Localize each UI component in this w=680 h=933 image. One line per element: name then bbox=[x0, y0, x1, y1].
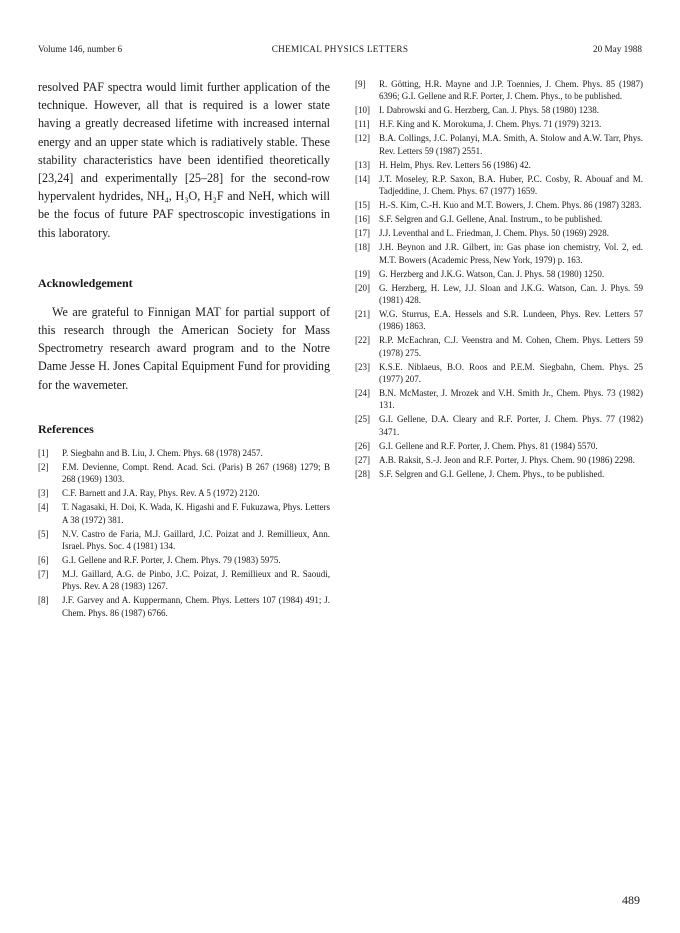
body-paragraph: resolved PAF spectra would limit further application of the technique. However, all that is required is a lower state having a greatly decreased lifetime with increased internal energy and an upper state which is radiatively stable. These stability characteristics have been identified theoretically [23,24] and experimentally [25–28] for the second-row hypervalent hydrides, NH₄, H₃O, H₂F and NeH, which will be the focus of future PAF spectroscopic investigations in this laboratory. bbox=[38, 80, 330, 240]
reference-text: G.I. Gellene, D.A. Cleary and R.F. Porter, J. Chem. Phys. 77 (1982) 3471. bbox=[379, 414, 643, 437]
reference-number: [25] bbox=[355, 414, 370, 425]
reference-number: [10] bbox=[355, 105, 370, 116]
reference-text: R.P. McEachran, C.J. Veenstra and M. Cohen, Chem. Phys. Letters 59 (1978) 275. bbox=[379, 335, 643, 358]
reference-item bbox=[355, 159, 643, 171]
reference-text: C.F. Barnett and J.A. Ray, Phys. Rev. A 5 (1972) 2120. bbox=[62, 488, 260, 499]
reference-item bbox=[355, 387, 643, 411]
reference-number: [11] bbox=[355, 119, 370, 130]
acknowledgement-text: We are grateful to Finnigan MAT for partial support of this research through the American Society for Mass Spectrometry research award program and to the Notre Dame Jesse H. Jones Capital Equipment Fund for providing for the wavemeter. bbox=[38, 304, 330, 392]
reference-text: S.F. Selgren and G.I. Gellene, J. Chem. Phys., to be published. bbox=[379, 468, 605, 479]
reference-item bbox=[355, 334, 643, 358]
reference-item bbox=[355, 282, 643, 306]
reference-item bbox=[38, 461, 330, 485]
reference-text: G. Herzberg and J.K.G. Watson, Can. J. Phys. 58 (1980) 1250. bbox=[379, 268, 605, 279]
page-number: 489 bbox=[622, 893, 640, 907]
reference-text: B.N. McMaster, J. Mrozek and V.H. Smith Jr., Chem. Phys. 73 (1982) 131. bbox=[379, 388, 643, 411]
reference-text: R. Götting, H.R. Mayne and J.P. Toennies, J. Chem. Phys. 85 (1987) 6396; G.I. Gellene and R.F. Porter, J. Chem. Phys., to be published. bbox=[379, 79, 643, 102]
reference-number: [9] bbox=[355, 79, 366, 89]
reference-item bbox=[355, 213, 643, 225]
reference-number: [27] bbox=[355, 454, 370, 465]
reference-number: [8] bbox=[38, 595, 49, 606]
reference-item bbox=[38, 501, 330, 525]
reference-item bbox=[38, 554, 330, 566]
reference-number: [22] bbox=[355, 335, 370, 346]
reference-number: [18] bbox=[355, 242, 370, 253]
reference-text: G.I. Gellene and R.F. Porter, J. Chem. Phys. 81 (1984) 5570. bbox=[379, 440, 598, 451]
reference-number: [15] bbox=[355, 200, 370, 211]
reference-number: [19] bbox=[355, 268, 370, 279]
reference-text: B.A. Collings, J.C. Polanyi, M.A. Smith, A. Stolow and A.W. Tarr, Phys. Rev. Letters 59 (1987) 2551. bbox=[379, 133, 643, 156]
reference-text: H. Helm, Phys. Rev. Letters 56 (1986) 42. bbox=[379, 159, 531, 170]
references-heading: References bbox=[38, 421, 94, 436]
reference-item bbox=[355, 268, 643, 280]
reference-item bbox=[355, 454, 643, 466]
reference-list-left bbox=[38, 447, 330, 619]
reference-item bbox=[355, 173, 643, 197]
reference-text: I. Dabrowski and G. Herzberg, Can. J. Phys. 58 (1980) 1238. bbox=[379, 105, 600, 116]
journal-title: CHEMICAL PHYSICS LETTERS bbox=[271, 44, 409, 54]
reference-item bbox=[355, 118, 643, 130]
reference-number: [16] bbox=[355, 214, 370, 225]
reference-number: [13] bbox=[355, 159, 370, 170]
reference-number: [23] bbox=[355, 361, 370, 372]
reference-item bbox=[38, 528, 330, 552]
reference-number: [4] bbox=[38, 502, 49, 513]
reference-item bbox=[355, 199, 643, 211]
reference-item bbox=[38, 594, 330, 618]
reference-text: F.M. Devienne, Compt. Rend. Acad. Sci. (Paris) B 267 (1968) 1279; B 268 (1969) 1303. bbox=[62, 461, 330, 485]
reference-item bbox=[355, 440, 643, 452]
reference-item bbox=[355, 78, 643, 102]
reference-item bbox=[355, 104, 643, 116]
acknowledgement-heading: Acknowledgement bbox=[38, 275, 133, 290]
reference-text: N.V. Castro de Faria, M.J. Gaillard, J.C. Poizat and J. Remillieux, Ann. Israel. Phys. Soc. 4 (1981) 134. bbox=[62, 528, 330, 551]
reference-item bbox=[355, 308, 643, 332]
reference-item bbox=[355, 132, 643, 156]
reference-text: J.F. Garvey and A. Kuppermann, Chem. Phys. Letters 107 (1984) 491; J. Chem. Phys. 86 (1987) 6766. bbox=[62, 595, 330, 618]
reference-number: [12] bbox=[355, 133, 370, 144]
reference-item bbox=[355, 361, 643, 385]
reference-text: T. Nagasaki, H. Doi, K. Wada, K. Higashi and F. Fukuzawa, Phys. Letters A 38 (1972) 381. bbox=[62, 502, 330, 525]
issue-date: 20 May 1988 bbox=[593, 44, 642, 54]
reference-item bbox=[38, 447, 330, 459]
reference-number: [6] bbox=[38, 554, 49, 565]
reference-number: [28] bbox=[355, 468, 370, 479]
reference-item bbox=[355, 241, 643, 265]
reference-number: [21] bbox=[355, 309, 370, 320]
reference-number: [26] bbox=[355, 440, 370, 451]
reference-text: M.J. Gaillard, A.G. de Pinbo, J.C. Poizat, J. Remillieux and R. Saoudi, Phys. Rev. A 28 (1983) 1267. bbox=[62, 569, 330, 592]
reference-number: [14] bbox=[355, 173, 370, 184]
reference-number: [5] bbox=[38, 528, 49, 539]
reference-text: A.B. Raksit, S.-J. Jeon and R.F. Porter, J. Phys. Chem. 90 (1986) 2298. bbox=[379, 454, 635, 465]
reference-number: [24] bbox=[355, 388, 370, 399]
reference-text: J.H. Beynon and J.R. Gilbert, in: Gas phase ion chemistry, Vol. 2, ed. M.T. Bowers (Academic Press, New York, 1979) p. 163. bbox=[379, 242, 643, 265]
reference-item bbox=[355, 227, 643, 239]
reference-text: P. Siegbahn and B. Liu, J. Chem. Phys. 68 (1978) 2457. bbox=[62, 447, 263, 458]
reference-number: [20] bbox=[355, 282, 370, 293]
reference-text: G. Herzberg, H. Lew, J.J. Sloan and J.K.G. Watson, Can. J. Phys. 59 (1981) 428. bbox=[379, 282, 643, 306]
reference-item bbox=[38, 487, 330, 499]
reference-number: [7] bbox=[38, 569, 49, 580]
reference-text: J.J. Leventhal and L. Friedman, J. Chem. Phys. 50 (1969) 2928. bbox=[379, 228, 609, 239]
reference-number: [2] bbox=[38, 461, 49, 472]
reference-list-right bbox=[355, 78, 643, 480]
reference-text: H.F. King and K. Morokuma, J. Chem. Phys. 71 (1979) 3213. bbox=[379, 119, 602, 130]
reference-text: G.I. Gellene and R.F. Porter, J. Chem. Phys. 79 (1983) 5975. bbox=[62, 554, 281, 565]
reference-number: [17] bbox=[355, 228, 370, 239]
reference-item bbox=[355, 468, 643, 480]
right-column bbox=[355, 78, 643, 482]
reference-number: [3] bbox=[38, 488, 49, 499]
reference-text: S.F. Selgren and G.I. Gellene, Anal. Instrum., to be published. bbox=[379, 214, 603, 225]
running-header bbox=[38, 44, 642, 58]
reference-text: W.G. Sturrus, E.A. Hessels and S.R. Lundeen, Phys. Rev. Letters 57 (1986) 1863. bbox=[379, 309, 643, 332]
reference-text: H.-S. Kim, C.-H. Kuo and M.T. Bowers, J. Chem. Phys. 86 (1987) 3283. bbox=[379, 200, 642, 211]
reference-item bbox=[355, 413, 643, 437]
reference-text: J.T. Moseley, R.P. Saxon, B.A. Huber, P.C. Cosby, R. Abouaf and M. Tadjeddine, J. Chem. Phys. 67 (1977) 1659. bbox=[379, 173, 643, 197]
volume-label: Volume 146, number 6 bbox=[38, 44, 123, 54]
left-column bbox=[38, 78, 330, 621]
reference-number: [1] bbox=[38, 447, 49, 458]
reference-item bbox=[38, 568, 330, 592]
reference-text: K.S.E. Niblaeus, B.O. Roos and P.E.M. Siegbahn, Chem. Phys. 25 (1977) 207. bbox=[379, 361, 643, 384]
